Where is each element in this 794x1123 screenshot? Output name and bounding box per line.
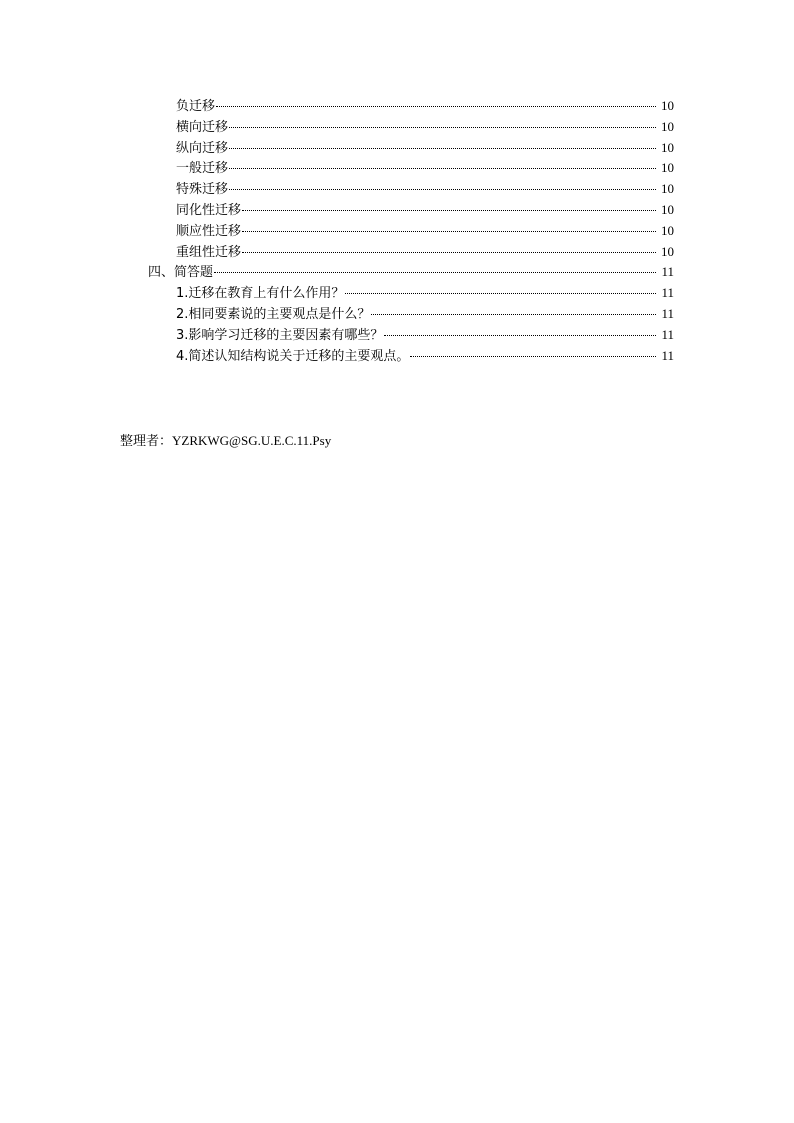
toc-entry-specific-transfer[interactable] <box>0 179 794 200</box>
toc-leader-dots <box>371 314 656 315</box>
toc-page-number: 11 <box>661 326 674 342</box>
toc-leader-dots <box>216 106 656 107</box>
toc-leader-dots <box>229 127 656 128</box>
toc-entry-short-answer-section[interactable] <box>0 262 794 283</box>
toc-leader-dots <box>229 148 656 149</box>
toc-entry-title: 四、简答题 <box>148 265 214 281</box>
toc-page-number: 10 <box>661 139 674 155</box>
toc-leader-dots <box>345 293 656 294</box>
toc-entry-question-4[interactable] <box>0 346 794 367</box>
toc-page-number: 10 <box>661 160 674 176</box>
toc-page-number: 11 <box>661 347 674 363</box>
toc-entry-title: 横向迁移 <box>176 119 229 135</box>
organizer-credit <box>120 431 331 452</box>
toc-page-number: 10 <box>661 222 674 238</box>
toc-leader-dots <box>229 168 656 169</box>
toc-entry-question-2[interactable] <box>0 304 794 325</box>
toc-entry-title: 顺应性迁移 <box>176 223 242 239</box>
toc-entry-title: 一般迁移 <box>176 161 229 177</box>
table-of-contents <box>0 96 794 366</box>
toc-entry-title: 重组性迁移 <box>176 244 242 260</box>
toc-entry-general-transfer[interactable] <box>0 158 794 179</box>
toc-page-number: 10 <box>661 98 674 113</box>
toc-entry-reorganizational-transfer[interactable] <box>0 242 794 263</box>
toc-entry-title: 2.相同要素说的主要观点是什么？ <box>176 306 371 322</box>
toc-entry-assimilative-transfer[interactable] <box>0 200 794 221</box>
toc-entry-title: 1.迁移在教育上有什么作用？ <box>176 286 345 302</box>
toc-leader-dots <box>214 272 656 273</box>
toc-entry-accommodative-transfer[interactable] <box>0 221 794 242</box>
toc-entry-title: 特殊迁移 <box>176 182 229 198</box>
toc-entry-negative-transfer[interactable] <box>0 96 794 117</box>
organizer-value: YZRKWG@SG.U.E.C.11.Psy <box>172 433 332 448</box>
toc-page-number: 11 <box>661 285 674 301</box>
toc-entry-question-3[interactable] <box>0 325 794 346</box>
toc-page-number: 10 <box>661 181 674 197</box>
toc-page-number: 11 <box>661 305 674 321</box>
toc-page-number: 10 <box>661 243 674 259</box>
toc-entry-title: 纵向迁移 <box>176 140 229 156</box>
organizer-label: 整理者： <box>120 434 173 449</box>
toc-page-number: 11 <box>661 264 674 280</box>
toc-entry-question-1[interactable] <box>0 283 794 304</box>
toc-leader-dots <box>410 356 656 357</box>
toc-leader-dots <box>384 335 656 336</box>
toc-entry-title: 负迁移 <box>176 99 216 114</box>
toc-leader-dots <box>242 210 656 211</box>
toc-entry-lateral-transfer[interactable] <box>0 117 794 138</box>
toc-entry-title: 4.简述认知结构说关于迁移的主要观点。 <box>176 348 410 364</box>
toc-leader-dots <box>242 231 656 232</box>
toc-page-number: 10 <box>661 118 674 134</box>
toc-leader-dots <box>242 252 656 253</box>
toc-page-number: 10 <box>661 201 674 217</box>
toc-leader-dots <box>229 189 656 190</box>
toc-entry-vertical-transfer[interactable] <box>0 138 794 159</box>
toc-entry-title: 3.影响学习迁移的主要因素有哪些？ <box>176 327 384 343</box>
toc-entry-title: 同化性迁移 <box>176 202 242 218</box>
